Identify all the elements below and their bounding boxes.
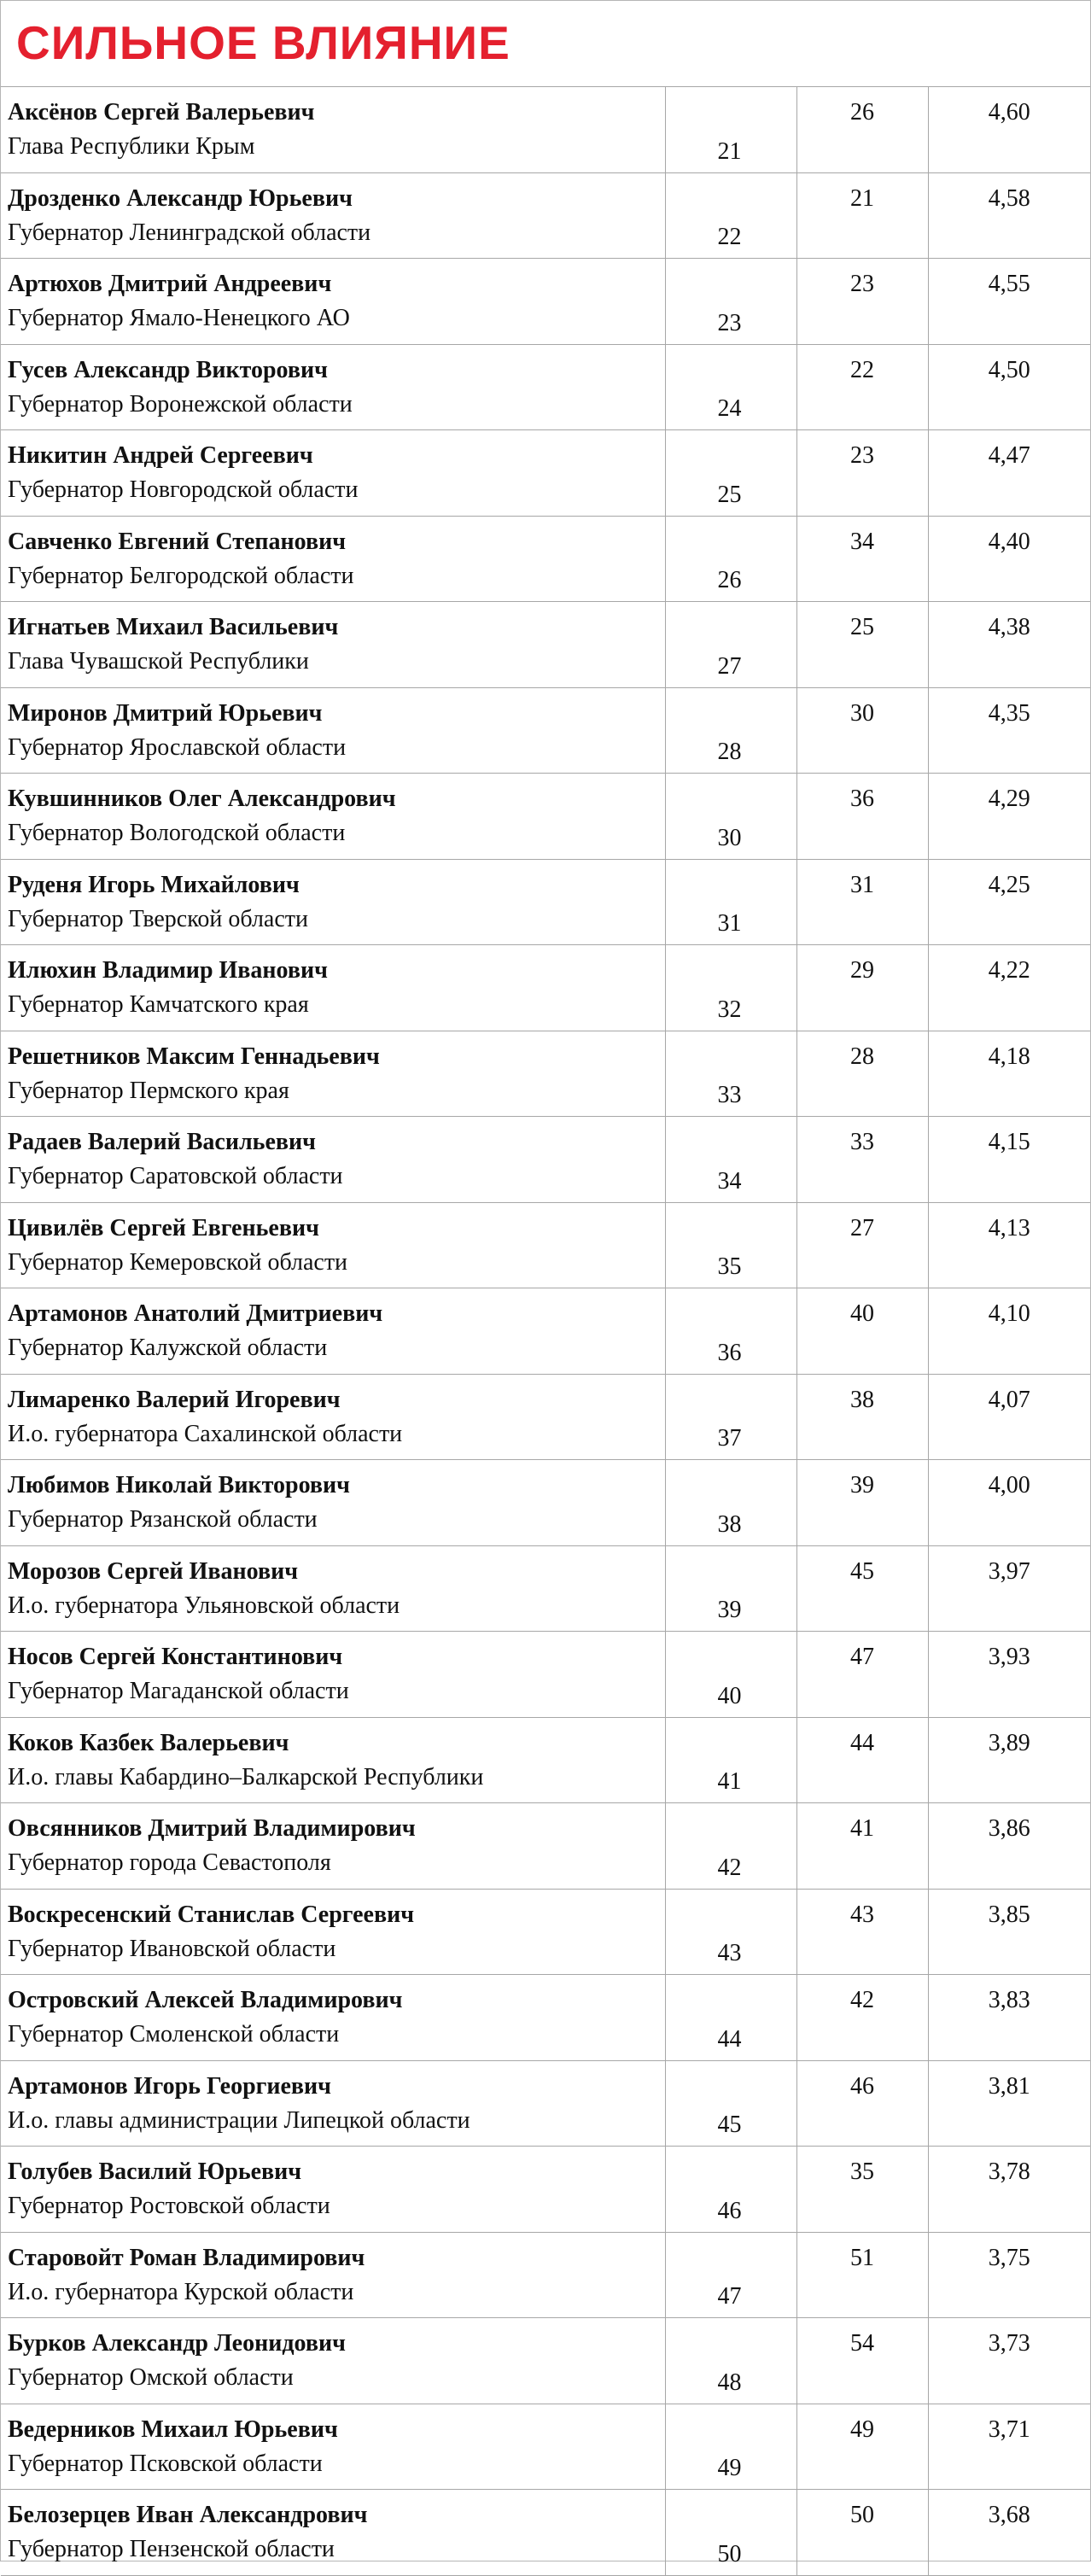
table-row (1, 430, 1090, 517)
rank-cell (665, 1374, 796, 1460)
previous-rank-cell (796, 687, 928, 774)
table-row (1, 2318, 1090, 2404)
score-cell (928, 516, 1090, 602)
rank-cell (665, 602, 796, 688)
person-cell (1, 1803, 665, 1890)
person-cell (1, 1117, 665, 1203)
table-row (1, 1460, 1090, 1546)
person-cell (1, 945, 665, 1031)
person-cell (1, 1374, 665, 1460)
rank-cell (665, 1632, 796, 1718)
person-position: Губернатор Новгородской области (8, 476, 359, 503)
previous-rank-value: 34 (850, 528, 874, 555)
score-cell (928, 1374, 1090, 1460)
rank-cell (665, 1202, 796, 1288)
previous-rank-cell (796, 1717, 928, 1803)
person-name: Игнатьев Михаил Васильевич (8, 614, 339, 640)
person-position: Губернатор Камчатского края (8, 991, 309, 1018)
score-value: 3,83 (988, 1987, 1030, 2013)
person-position: Глава Республики Крым (8, 133, 255, 160)
rank-value: 33 (717, 1082, 742, 1108)
previous-rank-value: 23 (850, 442, 874, 469)
table-row (1, 1374, 1090, 1460)
table-row (1, 516, 1090, 602)
person-position: Губернатор Ленинградской области (8, 219, 371, 246)
score-value: 4,07 (988, 1386, 1030, 1413)
person-name: Островский Алексей Владимирович (8, 1987, 403, 2013)
previous-rank-value: 30 (850, 699, 874, 727)
score-value: 4,29 (988, 786, 1030, 812)
table-row (1, 1717, 1090, 1803)
score-value: 3,86 (988, 1815, 1030, 1842)
person-position: Глава Чувашской Республики (8, 648, 309, 675)
score-value: 4,38 (988, 614, 1030, 640)
previous-rank-value: 23 (850, 271, 874, 297)
previous-rank-cell (796, 259, 928, 345)
table-row (1, 2232, 1090, 2318)
person-name: Савченко Евгений Степанович (8, 528, 347, 555)
previous-rank-value: 22 (850, 356, 874, 383)
section-title: СИЛЬНОЕ ВЛИЯНИЕ (16, 16, 510, 69)
previous-rank-value: 40 (850, 1300, 874, 1327)
previous-rank-value: 35 (850, 2158, 874, 2185)
rank-cell (665, 1889, 796, 1975)
score-cell (928, 1545, 1090, 1632)
previous-rank-value: 41 (850, 1815, 874, 1842)
rank-value: 42 (717, 1854, 742, 1881)
previous-rank-cell (796, 1288, 928, 1375)
previous-rank-cell (796, 2404, 928, 2490)
score-cell (928, 687, 1090, 774)
rank-value: 38 (717, 1510, 742, 1538)
score-cell (928, 602, 1090, 688)
score-value: 4,60 (988, 99, 1030, 126)
person-cell (1, 859, 665, 945)
table-row (1, 2404, 1090, 2490)
person-name: Носов Сергей Константинович (8, 1644, 343, 1670)
score-cell (928, 2060, 1090, 2147)
previous-rank-value: 33 (850, 1129, 874, 1155)
rank-value: 28 (717, 739, 742, 765)
previous-rank-value: 42 (850, 1987, 874, 2013)
score-value: 3,97 (988, 1557, 1030, 1585)
person-name: Кувшинников Олег Александрович (8, 786, 396, 812)
rating-table (1, 86, 1090, 2576)
score-cell (928, 1975, 1090, 2061)
previous-rank-value: 31 (850, 871, 874, 898)
table-row (1, 1889, 1090, 1975)
score-cell (928, 259, 1090, 345)
person-name: Бурков Александр Леонидович (8, 2330, 346, 2357)
score-value: 4,22 (988, 957, 1030, 984)
rank-value: 34 (717, 1167, 742, 1195)
person-cell (1, 1889, 665, 1975)
previous-rank-cell (796, 87, 928, 173)
rank-value: 49 (717, 2455, 742, 2481)
person-cell (1, 1460, 665, 1546)
table-row (1, 1202, 1090, 1288)
person-position: Губернатор Пензенской области (8, 2536, 335, 2562)
previous-rank-value: 36 (850, 786, 874, 812)
score-value: 4,25 (988, 871, 1030, 898)
rank-value: 47 (717, 2283, 742, 2310)
person-cell (1, 1975, 665, 2061)
table-row (1, 774, 1090, 860)
person-position: Губернатор Тверской области (8, 905, 308, 932)
rank-value: 48 (717, 2369, 742, 2396)
score-cell (928, 859, 1090, 945)
rank-value: 41 (717, 1768, 742, 1795)
person-position: Губернатор Ярославской области (8, 733, 347, 761)
person-name: Никитин Андрей Сергеевич (8, 442, 313, 469)
person-name: Илюхин Владимир Иванович (8, 957, 328, 984)
person-name: Морозов Сергей Иванович (8, 1557, 298, 1585)
person-position: Губернатор Ямало-Ненецкого АО (8, 305, 350, 331)
score-value: 4,47 (988, 442, 1030, 469)
person-position: Губернатор Ростовской области (8, 2193, 330, 2219)
rank-value: 30 (717, 824, 742, 851)
rank-cell (665, 1460, 796, 1546)
person-position: Губернатор Магаданской области (8, 1678, 349, 1704)
person-name: Артамонов Анатолий Дмитриевич (8, 1300, 383, 1327)
rank-cell (665, 945, 796, 1031)
rank-cell (665, 344, 796, 430)
person-name: Лимаренко Валерий Игоревич (8, 1386, 341, 1413)
previous-rank-value: 47 (850, 1644, 874, 1670)
rank-cell (665, 774, 796, 860)
rank-cell (665, 1288, 796, 1375)
rank-value: 37 (717, 1425, 742, 1452)
rank-value: 32 (717, 996, 742, 1023)
score-value: 3,89 (988, 1729, 1030, 1756)
person-name: Миронов Дмитрий Юрьевич (8, 699, 323, 727)
table-row (1, 344, 1090, 430)
table-row (1, 1545, 1090, 1632)
score-cell (928, 1031, 1090, 1117)
score-value: 4,10 (988, 1300, 1030, 1327)
previous-rank-value: 26 (850, 99, 874, 126)
rank-cell (665, 1117, 796, 1203)
previous-rank-value: 49 (850, 2415, 874, 2443)
person-name: Дрозденко Александр Юрьевич (8, 184, 353, 212)
person-position: Губернатор города Севастополя (8, 1849, 331, 1876)
person-position: И.о. главы администрации Липецкой области (8, 2106, 470, 2134)
score-cell (928, 344, 1090, 430)
person-name: Воскресенский Станислав Сергеевич (8, 1901, 415, 1928)
score-value: 3,93 (988, 1644, 1030, 1670)
previous-rank-value: 28 (850, 1043, 874, 1070)
person-name: Коков Казбек Валерьевич (8, 1729, 289, 1756)
rank-value: 36 (717, 1339, 742, 1366)
rank-value: 23 (717, 309, 742, 336)
score-cell (928, 172, 1090, 259)
rank-cell (665, 1031, 796, 1117)
person-name: Решетников Максим Геннадьевич (8, 1043, 380, 1070)
previous-rank-cell (796, 1202, 928, 1288)
table-row (1, 945, 1090, 1031)
rank-value: 45 (717, 2112, 742, 2138)
previous-rank-value: 44 (850, 1729, 874, 1756)
person-position: Губернатор Омской области (8, 2364, 294, 2391)
score-value: 4,50 (988, 356, 1030, 383)
rank-cell (665, 2404, 796, 2490)
score-cell (928, 2147, 1090, 2233)
person-cell (1, 774, 665, 860)
person-cell (1, 344, 665, 430)
table-row (1, 602, 1090, 688)
person-position: И.о. губернатора Курской области (8, 2278, 354, 2305)
person-position: Губернатор Вологодской области (8, 820, 346, 846)
table-row (1, 2490, 1090, 2576)
previous-rank-value: 27 (850, 1214, 874, 1241)
table-row (1, 2147, 1090, 2233)
previous-rank-cell (796, 2490, 928, 2576)
table-row (1, 259, 1090, 345)
previous-rank-cell (796, 2060, 928, 2147)
previous-rank-cell (796, 2318, 928, 2404)
previous-rank-cell (796, 1632, 928, 1718)
table-row (1, 1632, 1090, 1718)
rank-cell (665, 430, 796, 517)
person-name: Руденя Игорь Михайлович (8, 871, 300, 898)
person-name: Любимов Николай Викторович (8, 1472, 350, 1498)
previous-rank-cell (796, 1117, 928, 1203)
person-position: И.о. главы Кабардино–Балкарской Республики (8, 1763, 484, 1790)
score-cell (928, 945, 1090, 1031)
person-name: Артамонов Игорь Георгиевич (8, 2072, 331, 2100)
person-cell (1, 1288, 665, 1375)
person-cell (1, 2232, 665, 2318)
score-cell (928, 2232, 1090, 2318)
person-position: Губернатор Псковской области (8, 2450, 323, 2477)
rating-table-body (1, 87, 1090, 2576)
person-position: Губернатор Калужской области (8, 1335, 328, 1361)
person-cell (1, 430, 665, 517)
rank-value: 21 (717, 137, 742, 165)
person-name: Аксёнов Сергей Валерьевич (8, 99, 315, 126)
score-cell (928, 1202, 1090, 1288)
previous-rank-cell (796, 1545, 928, 1632)
previous-rank-cell (796, 430, 928, 517)
score-cell (928, 1632, 1090, 1718)
person-name: Артюхов Дмитрий Андреевич (8, 271, 332, 297)
previous-rank-value: 46 (850, 2072, 874, 2100)
score-cell (928, 87, 1090, 173)
score-value: 4,13 (988, 1214, 1030, 1241)
person-position: Губернатор Ивановской области (8, 1935, 336, 1962)
person-position: Губернатор Саратовской области (8, 1163, 343, 1189)
previous-rank-cell (796, 774, 928, 860)
rank-cell (665, 2490, 796, 2576)
rank-cell (665, 1717, 796, 1803)
person-cell (1, 516, 665, 602)
score-value: 3,78 (988, 2158, 1030, 2185)
person-name: Ведерников Михаил Юрьевич (8, 2415, 338, 2443)
table-row (1, 2060, 1090, 2147)
rank-cell (665, 2147, 796, 2233)
previous-rank-cell (796, 2147, 928, 2233)
rank-cell (665, 172, 796, 259)
previous-rank-cell (796, 602, 928, 688)
table-row (1, 1803, 1090, 1890)
rank-cell (665, 2318, 796, 2404)
score-value: 3,71 (988, 2415, 1030, 2443)
previous-rank-value: 38 (850, 1386, 874, 1413)
table-row (1, 87, 1090, 173)
rank-cell (665, 259, 796, 345)
rank-cell (665, 2232, 796, 2318)
previous-rank-cell (796, 1803, 928, 1890)
previous-rank-cell (796, 172, 928, 259)
person-cell (1, 1202, 665, 1288)
score-cell (928, 1288, 1090, 1375)
person-cell (1, 2318, 665, 2404)
score-value: 3,75 (988, 2244, 1030, 2271)
table-row (1, 687, 1090, 774)
rank-value: 22 (717, 224, 742, 250)
score-cell (928, 2404, 1090, 2490)
rank-cell (665, 87, 796, 173)
person-name: Цивилёв Сергей Евгеньевич (8, 1214, 319, 1241)
person-cell (1, 2147, 665, 2233)
person-name: Радаев Валерий Васильевич (8, 1129, 316, 1155)
score-value: 4,00 (988, 1472, 1030, 1498)
person-name: Белозерцев Иван Александрович (8, 2502, 368, 2528)
person-position: И.о. губернатора Ульяновской области (8, 1592, 400, 1619)
previous-rank-cell (796, 1031, 928, 1117)
rank-cell (665, 1803, 796, 1890)
rank-cell (665, 859, 796, 945)
person-cell (1, 1717, 665, 1803)
previous-rank-cell (796, 859, 928, 945)
table-row (1, 1031, 1090, 1117)
previous-rank-value: 45 (850, 1557, 874, 1585)
rank-cell (665, 1545, 796, 1632)
previous-rank-value: 51 (850, 2244, 874, 2271)
person-position: Губернатор Рязанской области (8, 1506, 318, 1533)
previous-rank-value: 54 (850, 2330, 874, 2357)
rank-value: 31 (717, 910, 742, 937)
person-cell (1, 259, 665, 345)
person-cell (1, 87, 665, 173)
score-value: 4,18 (988, 1043, 1030, 1070)
previous-rank-cell (796, 1889, 928, 1975)
previous-rank-cell (796, 344, 928, 430)
rank-value: 46 (717, 2197, 742, 2224)
previous-rank-value: 50 (850, 2502, 874, 2528)
table-row (1, 1975, 1090, 2061)
score-cell (928, 2490, 1090, 2576)
person-position: Губернатор Кемеровской области (8, 1248, 348, 1276)
person-cell (1, 687, 665, 774)
previous-rank-value: 43 (850, 1901, 874, 1928)
person-cell (1, 2404, 665, 2490)
previous-rank-value: 21 (850, 184, 874, 212)
person-position: И.о. губернатора Сахалинской области (8, 1420, 403, 1447)
person-position: Губернатор Воронежской области (8, 390, 353, 418)
score-cell (928, 774, 1090, 860)
rank-value: 35 (717, 1253, 742, 1280)
rank-value: 50 (717, 2540, 742, 2567)
rank-value: 43 (717, 1940, 742, 1966)
person-position: Губернатор Пермского края (8, 1077, 289, 1104)
person-cell (1, 172, 665, 259)
score-value: 3,68 (988, 2502, 1030, 2528)
person-cell (1, 602, 665, 688)
person-name: Гусев Александр Викторович (8, 356, 328, 383)
rank-value: 44 (717, 2025, 742, 2053)
table-row (1, 1117, 1090, 1203)
previous-rank-cell (796, 2232, 928, 2318)
person-cell (1, 1545, 665, 1632)
person-name: Старовойт Роман Владимирович (8, 2244, 365, 2271)
score-cell (928, 1117, 1090, 1203)
score-cell (928, 1460, 1090, 1546)
rank-cell (665, 2060, 796, 2147)
person-cell (1, 1632, 665, 1718)
person-position: Губернатор Смоленской области (8, 2021, 340, 2047)
score-value: 3,73 (988, 2330, 1030, 2357)
score-value: 4,15 (988, 1129, 1030, 1155)
rank-value: 39 (717, 1597, 742, 1623)
rank-value: 27 (717, 652, 742, 680)
previous-rank-cell (796, 516, 928, 602)
score-cell (928, 2318, 1090, 2404)
previous-rank-cell (796, 1460, 928, 1546)
person-position: Губернатор Белгородской области (8, 562, 354, 589)
table-row (1, 1288, 1090, 1375)
rank-value: 26 (717, 567, 742, 593)
previous-rank-value: 29 (850, 957, 874, 984)
score-value: 4,55 (988, 271, 1030, 297)
score-cell (928, 430, 1090, 517)
person-cell (1, 2490, 665, 2576)
previous-rank-value: 39 (850, 1472, 874, 1498)
score-value: 4,40 (988, 528, 1030, 555)
score-value: 3,81 (988, 2072, 1030, 2100)
rank-cell (665, 1975, 796, 2061)
person-name: Овсянников Дмитрий Владимирович (8, 1815, 416, 1842)
person-name: Голубев Василий Юрьевич (8, 2158, 302, 2185)
previous-rank-value: 25 (850, 614, 874, 640)
person-cell (1, 1031, 665, 1117)
rank-cell (665, 687, 796, 774)
rank-value: 24 (717, 395, 742, 422)
previous-rank-cell (796, 1374, 928, 1460)
score-value: 4,58 (988, 184, 1030, 212)
rank-value: 25 (717, 481, 742, 508)
previous-rank-cell (796, 945, 928, 1031)
rank-value: 40 (717, 1682, 742, 1709)
rank-cell (665, 516, 796, 602)
person-cell (1, 2060, 665, 2147)
score-cell (928, 1717, 1090, 1803)
score-cell (928, 1889, 1090, 1975)
score-cell (928, 1803, 1090, 1890)
score-value: 3,85 (988, 1901, 1030, 1928)
table-row (1, 859, 1090, 945)
table-row (1, 172, 1090, 259)
score-value: 4,35 (988, 699, 1030, 727)
previous-rank-cell (796, 1975, 928, 2061)
